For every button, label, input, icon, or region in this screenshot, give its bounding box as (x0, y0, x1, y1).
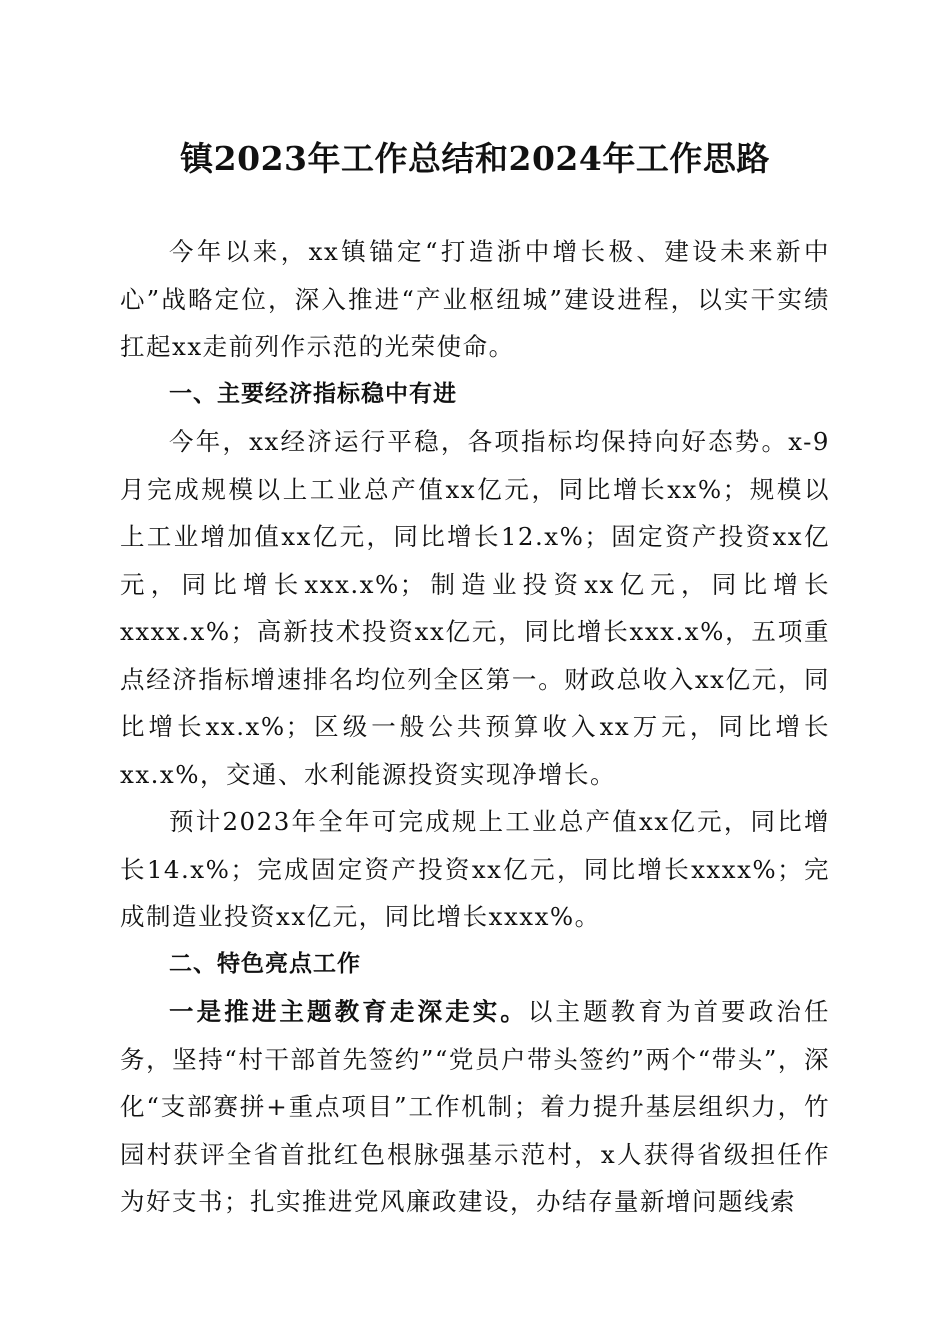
section-2-paragraph-1 (120, 988, 830, 1226)
section-2-heading: 二、特色亮点工作 (169, 950, 361, 977)
section-1-paragraph-2: 预计2023年全年可完成规上工业总产值xx亿元，同比增长14.x%；完成固定资产投资xx亿元，同比增长xxxx%；完成制造业投资xx亿元，同比增长xxxx%。 (120, 807, 830, 931)
document-title: 镇2023年工作总结和2024年工作思路 (180, 139, 770, 178)
document-body (120, 228, 830, 1226)
intro-paragraph: 今年以来，xx镇锚定“打造浙中增长极、建设未来新中心”战略定位，深入推进“产业枢纽城”建设进程，以实干实绩扛起xx走前列作示范的光荣使命。 (120, 237, 830, 361)
section-2-lead-sentence: 一是推进主题教育走深走实。 (169, 997, 528, 1026)
section-1-heading: 一、主要经济指标稳中有进 (169, 380, 457, 407)
section-1-paragraph-1: 今年，xx经济运行平稳，各项指标均保持向好态势。x-9月完成规模以上工业总产值xx亿元，同比增长xx%；规模以上工业增加值xx亿元，同比增长12.x%；固定资产投资xx亿元，同比增长xxx.x%；制造业投资xx亿元，同比增长xxxx.x%；高新技术投资xx亿元，同比增长xxx.x%，五项重点经济指标增速排名均位列全区第一。财政总收入xx亿元，同比增长xx.x%；区级一般公共预算收入xx万元，同比增长xx.x%，交通、水利能源投资实现净增长。 (120, 427, 830, 789)
section-2-paragraph-text: 以主题教育为首要政治任务，坚持“村干部首先签约”“党员户带头签约”两个“带头”，深化“支部赛拼+重点项目”工作机制；着力提升基层组织力，竹园村获评全省首批红色根脉强基示范村，x人获得省级担任作为好支书；扎实推进党风廉政建设，办结存量新增问题线索 (120, 997, 831, 1216)
